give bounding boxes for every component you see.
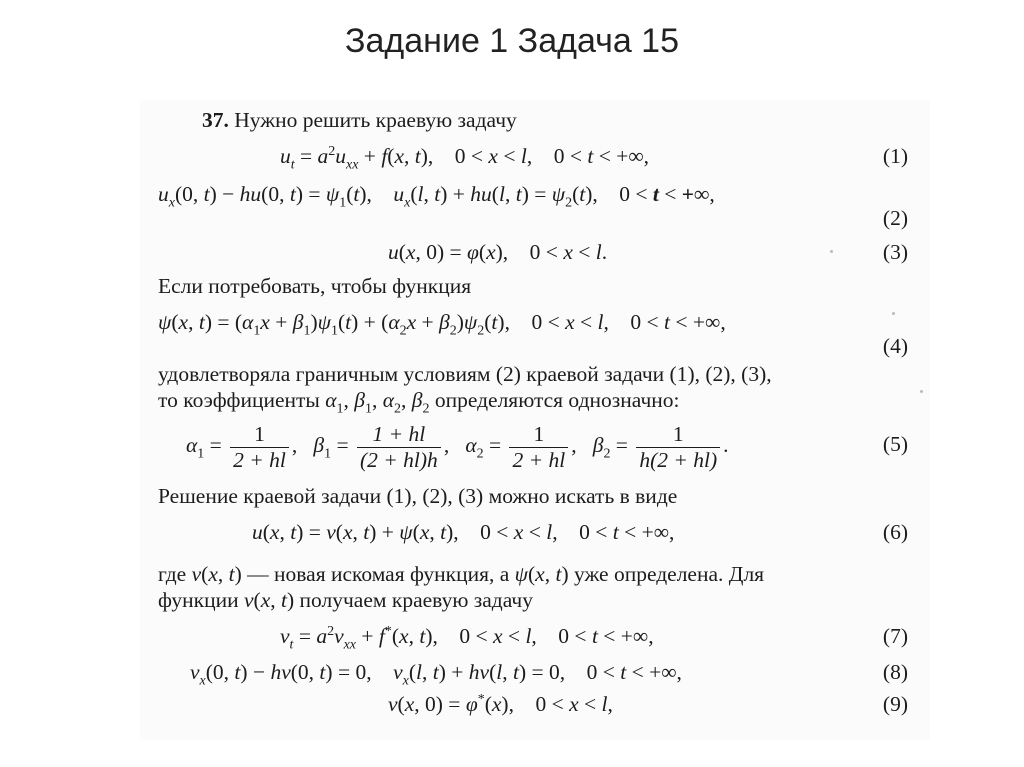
- text-satisfy-line-2: то коэффициенты $\alpha_1$, $\beta_1$, $\alpha_2$, $\beta_2$ определяются однозначно:: [158, 388, 680, 417]
- equation-number-9: (9): [882, 692, 908, 716]
- problem-intro: Нужно решить краевую задачу: [234, 108, 517, 132]
- equation-2: $u_x(0$, t) − hu(0, $t) = \psi_1(t)$, $u_x(l$, t) + hu(l, $t) = \psi_2(t)$, 0 < t < +∞,: [158, 182, 715, 211]
- fraction-alpha2: $\frac{1}{2 + hl}$: [509, 422, 568, 472]
- equation-8: $v_x(0$, t) − hv(0, t) = 0, $v_x(l$, t) + hv(l, t) = 0, 0 < t < +∞,: [190, 660, 682, 689]
- equation-number-5: (5): [882, 432, 908, 456]
- scan-speck: [892, 312, 895, 315]
- equation-7: $v_t = a^2v_{xx} + f^*(x$, t), 0 < x < l, 0 < t < +∞,: [280, 623, 654, 653]
- equation-3: u(x, 0) = φ(x), 0 < x < l.: [388, 240, 608, 264]
- equation-number-2: (2): [882, 206, 908, 230]
- equation-4: ψ(x, $t) = (\alpha_1x + \beta_1)\psi_1(t) + (\alpha_2x + \beta_2)\psi_2(t)$, 0 < x < l, 0 < t < +∞,: [158, 310, 726, 339]
- equation-number-7: (7): [882, 624, 908, 648]
- problem-header: [202, 110, 517, 132]
- equation-5: $\alpha_1$ = $\frac{1}{2 + hl}$ , $\beta_1$ = $\frac{1 + hl}{(2 + hl)h}$ , $\alpha_2$ = $\frac{1}{2 + hl}$ , $\beta_2$ = $\frac{1}{h(2 + hl)}$ .: [186, 422, 729, 472]
- equation-number-6: (6): [882, 520, 908, 544]
- equation-number-1: (1): [882, 144, 908, 168]
- fraction-beta2: $\frac{1}{h(2 + hl)}$: [636, 422, 720, 472]
- fraction-beta1: $\frac{1 + hl}{(2 + hl)h}$: [357, 422, 441, 472]
- equation-number-8: (8): [882, 660, 908, 684]
- equation-1: $u_t = a^2u_{xx} + f(x$, t), 0 < x < l, 0 < t < +∞,: [280, 143, 650, 173]
- equation-number-3: (3): [882, 240, 908, 264]
- slide-title: Задание 1 Задача 15: [344, 22, 679, 60]
- fraction-alpha1: $\frac{1}{2 + hl}$: [230, 422, 289, 472]
- equation-9: v(x, 0) = φ*(x), 0 < x < l,: [388, 691, 613, 716]
- text-satisfy-line-1: удовлетворяла граничным условиям (2) краевой задачи (1), (2), (3),: [158, 362, 772, 386]
- scan-speck: [830, 250, 833, 253]
- equation-6: u(x, t) = v(x, t) + ψ(x, t), 0 < x < l, 0 < t < +∞,: [252, 520, 675, 544]
- text-where-line-1: где v(x, t) — новая искомая функция, а ψ(x, t) уже определена. Для: [158, 562, 765, 586]
- problem-number: 37.: [202, 108, 229, 132]
- text-solution-form: Решение краевой задачи (1), (2), (3) можно искать в виде: [158, 484, 678, 508]
- text-where-line-2: функции v(x, t) получаем краевую задачу: [158, 588, 533, 612]
- text-if-required: Если потребовать, чтобы функция: [158, 274, 472, 298]
- equation-number-4: (4): [882, 334, 908, 358]
- scan-speck: [920, 390, 923, 393]
- scanned-textbook-page: [140, 100, 930, 740]
